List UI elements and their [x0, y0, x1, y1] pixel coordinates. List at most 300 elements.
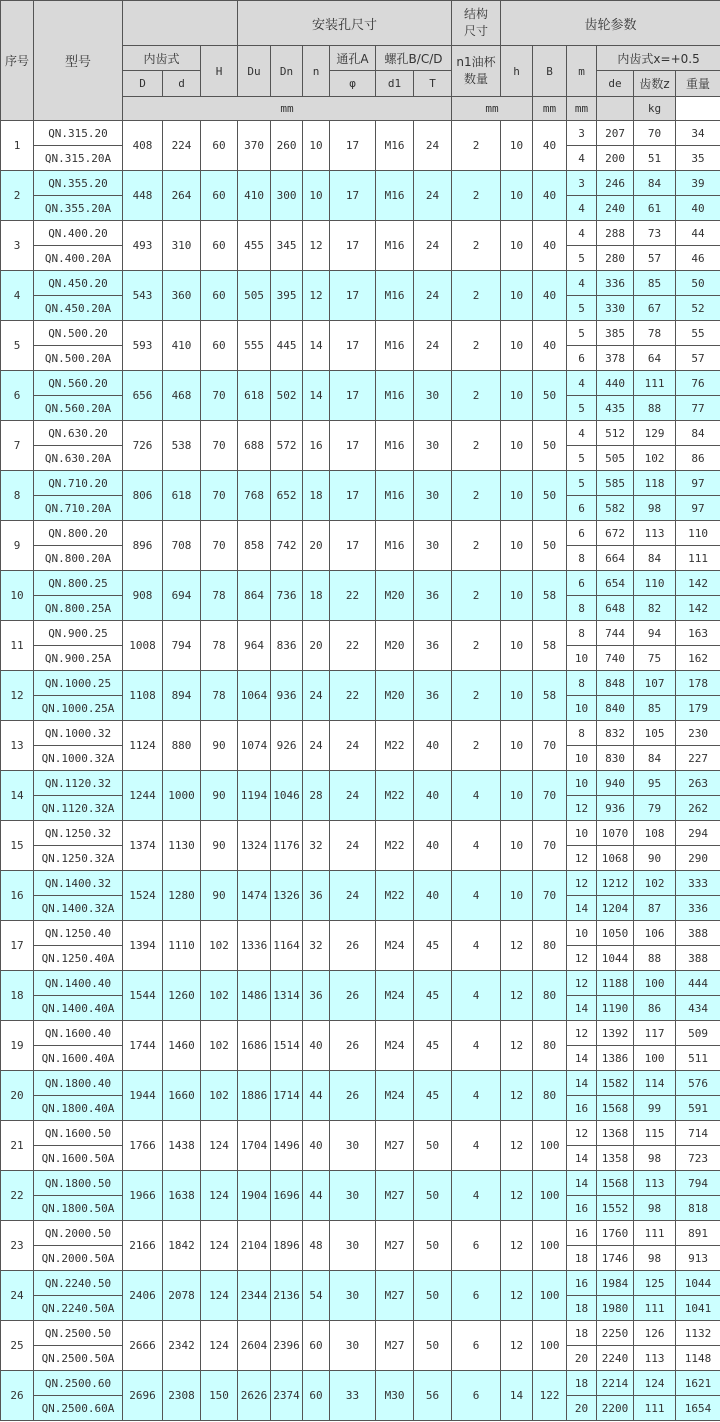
cell-seq: 3	[1, 221, 34, 271]
unit-mm-main: mm	[123, 97, 452, 121]
cell-model: QN.800.20	[34, 521, 123, 546]
cell-weight: 142	[676, 571, 720, 596]
cell-phi: 17	[330, 471, 376, 521]
cell-m: 20	[567, 1346, 597, 1371]
header-seq: 序号	[1, 1, 34, 121]
cell-model: QN.2500.60A	[34, 1396, 123, 1421]
cell-dn: 1514	[271, 1021, 303, 1071]
cell-n: 48	[303, 1221, 330, 1271]
cell-d: 1524	[123, 871, 163, 921]
cell-phi: 30	[330, 1321, 376, 1371]
cell-t: 45	[414, 1071, 452, 1121]
cell-d1: M16	[376, 521, 414, 571]
cell-weight: 290	[676, 846, 720, 871]
cell-b: 40	[533, 271, 567, 321]
cell-model: QN.1600.50	[34, 1121, 123, 1146]
cell-model: QN.1250.40A	[34, 946, 123, 971]
cell-weight: 1041	[676, 1296, 720, 1321]
cell-model: QN.400.20A	[34, 246, 123, 271]
cell-n1: 4	[452, 1171, 501, 1221]
cell-m: 14	[567, 1071, 597, 1096]
cell-teeth: 78	[634, 321, 676, 346]
header-model: 型号	[34, 1, 123, 121]
cell-h: 10	[501, 771, 533, 821]
cell-d: 593	[123, 321, 163, 371]
cell-h: 124	[201, 1121, 238, 1171]
cell-phi: 17	[330, 221, 376, 271]
cell-t: 30	[414, 371, 452, 421]
cell-du: 370	[238, 121, 271, 171]
cell-teeth: 107	[634, 671, 676, 696]
cell-d1: M22	[376, 721, 414, 771]
cell-t: 50	[414, 1121, 452, 1171]
cell-weight: 818	[676, 1196, 720, 1221]
cell-n: 24	[303, 721, 330, 771]
cell-teeth: 64	[634, 346, 676, 371]
cell-d: 1244	[123, 771, 163, 821]
cell-phi: 26	[330, 1071, 376, 1121]
cell-teeth: 88	[634, 396, 676, 421]
cell-weight: 336	[676, 896, 720, 921]
cell-model: QN.1000.25A	[34, 696, 123, 721]
cell-n: 16	[303, 421, 330, 471]
table-row	[1, 1071, 720, 1096]
cell-de: 240	[597, 196, 634, 221]
cell-t: 24	[414, 171, 452, 221]
cell-dn: 445	[271, 321, 303, 371]
cell-d: 360	[163, 271, 201, 321]
cell-b: 122	[533, 1371, 567, 1421]
cell-n: 54	[303, 1271, 330, 1321]
cell-de: 940	[597, 771, 634, 796]
cell-d: 1438	[163, 1121, 201, 1171]
cell-teeth: 85	[634, 271, 676, 296]
cell-model: QN.2500.50A	[34, 1346, 123, 1371]
cell-h: 10	[501, 121, 533, 171]
header-oil-cups: n1油杯 数量	[452, 46, 501, 97]
cell-n1: 2	[452, 421, 501, 471]
cell-weight: 444	[676, 971, 720, 996]
cell-teeth: 110	[634, 571, 676, 596]
cell-de: 1212	[597, 871, 634, 896]
table-body	[1, 121, 720, 1421]
cell-h: 150	[201, 1371, 238, 1421]
cell-n1: 6	[452, 1321, 501, 1371]
cell-b: 100	[533, 1221, 567, 1271]
cell-seq: 19	[1, 1021, 34, 1071]
cell-d1: M16	[376, 421, 414, 471]
cell-model: QN.1000.32	[34, 721, 123, 746]
cell-h: 12	[501, 1171, 533, 1221]
cell-b: 80	[533, 971, 567, 1021]
cell-model: QN.2240.50A	[34, 1296, 123, 1321]
cell-seq: 20	[1, 1071, 34, 1121]
cell-teeth: 98	[634, 496, 676, 521]
cell-teeth: 102	[634, 871, 676, 896]
cell-de: 440	[597, 371, 634, 396]
cell-weight: 163	[676, 621, 720, 646]
cell-seq: 21	[1, 1121, 34, 1171]
cell-model: QN.2000.50	[34, 1221, 123, 1246]
cell-m: 12	[567, 796, 597, 821]
cell-model: QN.315.20	[34, 121, 123, 146]
cell-t: 45	[414, 971, 452, 1021]
cell-m: 18	[567, 1296, 597, 1321]
cell-d1: M16	[376, 371, 414, 421]
cell-m: 8	[567, 596, 597, 621]
cell-n: 32	[303, 921, 330, 971]
cell-model: QN.1600.40A	[34, 1046, 123, 1071]
cell-b: 100	[533, 1271, 567, 1321]
cell-model: QN.2500.50	[34, 1321, 123, 1346]
cell-du: 964	[238, 621, 271, 671]
cell-teeth: 108	[634, 821, 676, 846]
cell-weight: 39	[676, 171, 720, 196]
cell-de: 648	[597, 596, 634, 621]
cell-de: 2200	[597, 1396, 634, 1421]
cell-dn: 736	[271, 571, 303, 621]
cell-d: 1260	[163, 971, 201, 1021]
cell-h: 78	[201, 621, 238, 671]
cell-de: 1190	[597, 996, 634, 1021]
cell-phi: 26	[330, 971, 376, 1021]
cell-phi: 17	[330, 421, 376, 471]
cell-model: QN.1000.32A	[34, 746, 123, 771]
cell-weight: 576	[676, 1071, 720, 1096]
cell-b: 100	[533, 1171, 567, 1221]
cell-dn: 502	[271, 371, 303, 421]
cell-d: 1766	[123, 1121, 163, 1171]
cell-n1: 2	[452, 671, 501, 721]
cell-teeth: 118	[634, 471, 676, 496]
cell-d1: M27	[376, 1271, 414, 1321]
cell-d1: M22	[376, 871, 414, 921]
cell-du: 1064	[238, 671, 271, 721]
header-d: d	[163, 71, 201, 97]
cell-weight: 110	[676, 521, 720, 546]
cell-t: 45	[414, 921, 452, 971]
cell-de: 848	[597, 671, 634, 696]
cell-phi: 26	[330, 1021, 376, 1071]
cell-model: QN.2000.50A	[34, 1246, 123, 1271]
cell-m: 10	[567, 746, 597, 771]
cell-h: 70	[201, 371, 238, 421]
cell-h: 70	[201, 421, 238, 471]
table-row	[1, 1171, 720, 1196]
cell-phi: 30	[330, 1221, 376, 1271]
cell-de: 1070	[597, 821, 634, 846]
cell-weight: 723	[676, 1146, 720, 1171]
cell-t: 45	[414, 1021, 452, 1071]
cell-model: QN.400.20	[34, 221, 123, 246]
table-row	[1, 1121, 720, 1146]
header-through-hole: 通孔A	[330, 46, 376, 71]
cell-dn: 1164	[271, 921, 303, 971]
cell-phi: 30	[330, 1171, 376, 1221]
cell-de: 1568	[597, 1171, 634, 1196]
cell-teeth: 98	[634, 1146, 676, 1171]
table-row	[1, 771, 720, 796]
cell-t: 36	[414, 571, 452, 621]
cell-model: QN.1400.40A	[34, 996, 123, 1021]
cell-du: 2344	[238, 1271, 271, 1321]
table-row	[1, 571, 720, 596]
cell-t: 24	[414, 271, 452, 321]
cell-weight: 44	[676, 221, 720, 246]
cell-n1: 4	[452, 971, 501, 1021]
cell-du: 768	[238, 471, 271, 521]
header-H: H	[201, 46, 238, 97]
cell-model: QN.560.20A	[34, 396, 123, 421]
cell-h: 14	[501, 1371, 533, 1421]
cell-du: 1074	[238, 721, 271, 771]
cell-weight: 388	[676, 946, 720, 971]
cell-dn: 2374	[271, 1371, 303, 1421]
unit-mm-m: mm	[533, 97, 567, 121]
cell-weight: 77	[676, 396, 720, 421]
cell-weight: 97	[676, 471, 720, 496]
cell-h: 10	[501, 521, 533, 571]
cell-d: 448	[123, 171, 163, 221]
cell-h: 12	[501, 1221, 533, 1271]
cell-h: 60	[201, 221, 238, 271]
cell-dn: 1496	[271, 1121, 303, 1171]
cell-weight: 40	[676, 196, 720, 221]
cell-weight: 97	[676, 496, 720, 521]
cell-weight: 111	[676, 546, 720, 571]
table-row	[1, 871, 720, 896]
cell-n1: 2	[452, 621, 501, 671]
cell-h: 124	[201, 1271, 238, 1321]
cell-weight: 230	[676, 721, 720, 746]
cell-de: 1204	[597, 896, 634, 921]
cell-weight: 434	[676, 996, 720, 1021]
cell-m: 4	[567, 196, 597, 221]
cell-d: 493	[123, 221, 163, 271]
cell-phi: 24	[330, 771, 376, 821]
cell-n1: 4	[452, 1071, 501, 1121]
cell-teeth: 57	[634, 246, 676, 271]
cell-b: 50	[533, 421, 567, 471]
table-row	[1, 921, 720, 946]
cell-m: 6	[567, 521, 597, 546]
cell-model: QN.800.25	[34, 571, 123, 596]
cell-h: 124	[201, 1221, 238, 1271]
cell-du: 2104	[238, 1221, 271, 1271]
cell-t: 50	[414, 1171, 452, 1221]
cell-teeth: 84	[634, 746, 676, 771]
cell-seq: 5	[1, 321, 34, 371]
header-weight: 重量	[676, 71, 720, 97]
cell-seq: 26	[1, 1371, 34, 1421]
cell-d: 708	[163, 521, 201, 571]
cell-teeth: 73	[634, 221, 676, 246]
cell-d: 1280	[163, 871, 201, 921]
cell-dn: 1176	[271, 821, 303, 871]
cell-model: QN.1800.40	[34, 1071, 123, 1096]
table-row	[1, 321, 720, 346]
cell-d1: M27	[376, 1321, 414, 1371]
cell-seq: 25	[1, 1321, 34, 1371]
cell-m: 4	[567, 271, 597, 296]
cell-teeth: 117	[634, 1021, 676, 1046]
cell-dn: 1896	[271, 1221, 303, 1271]
cell-n: 36	[303, 971, 330, 1021]
cell-m: 16	[567, 1271, 597, 1296]
unit-mm-struct: mm	[452, 97, 533, 121]
cell-n1: 4	[452, 1121, 501, 1171]
cell-h: 124	[201, 1321, 238, 1371]
cell-d: 2406	[123, 1271, 163, 1321]
cell-seq: 1	[1, 121, 34, 171]
cell-weight: 179	[676, 696, 720, 721]
cell-model: QN.900.25A	[34, 646, 123, 671]
table-row	[1, 671, 720, 696]
cell-h: 78	[201, 571, 238, 621]
cell-t: 36	[414, 621, 452, 671]
cell-weight: 913	[676, 1246, 720, 1271]
cell-h: 12	[501, 1321, 533, 1371]
cell-d: 894	[163, 671, 201, 721]
cell-weight: 262	[676, 796, 720, 821]
cell-de: 1552	[597, 1196, 634, 1221]
table-row	[1, 271, 720, 296]
header-Dn: Dn	[271, 46, 303, 97]
cell-b: 70	[533, 821, 567, 871]
cell-du: 864	[238, 571, 271, 621]
cell-n: 40	[303, 1021, 330, 1071]
header-gear: 齿轮参数	[501, 1, 720, 46]
cell-n: 10	[303, 171, 330, 221]
cell-teeth: 113	[634, 1171, 676, 1196]
cell-h: 10	[501, 221, 533, 271]
cell-model: QN.355.20	[34, 171, 123, 196]
cell-h: 90	[201, 721, 238, 771]
cell-model: QN.1600.50A	[34, 1146, 123, 1171]
cell-phi: 24	[330, 871, 376, 921]
header-bolt-hole: 螺孔B/C/D	[376, 46, 452, 71]
header-m: m	[567, 46, 597, 97]
cell-seq: 6	[1, 371, 34, 421]
cell-du: 1336	[238, 921, 271, 971]
cell-model: QN.500.20	[34, 321, 123, 346]
cell-de: 2214	[597, 1371, 634, 1396]
cell-n1: 4	[452, 771, 501, 821]
cell-model: QN.900.25	[34, 621, 123, 646]
cell-phi: 17	[330, 521, 376, 571]
cell-phi: 17	[330, 371, 376, 421]
cell-h: 70	[201, 471, 238, 521]
cell-teeth: 70	[634, 121, 676, 146]
cell-d: 1374	[123, 821, 163, 871]
cell-m: 8	[567, 621, 597, 646]
cell-n1: 2	[452, 171, 501, 221]
cell-m: 14	[567, 996, 597, 1021]
cell-m: 3	[567, 171, 597, 196]
cell-weight: 50	[676, 271, 720, 296]
cell-teeth: 111	[634, 371, 676, 396]
cell-de: 512	[597, 421, 634, 446]
cell-h: 102	[201, 1021, 238, 1071]
cell-model: QN.630.20A	[34, 446, 123, 471]
cell-t: 50	[414, 1321, 452, 1371]
cell-n: 20	[303, 621, 330, 671]
cell-n: 28	[303, 771, 330, 821]
cell-m: 5	[567, 471, 597, 496]
cell-de: 672	[597, 521, 634, 546]
cell-seq: 10	[1, 571, 34, 621]
table-row	[1, 1221, 720, 1246]
cell-d: 224	[163, 121, 201, 171]
cell-n1: 2	[452, 721, 501, 771]
cell-du: 2604	[238, 1321, 271, 1371]
table-row	[1, 821, 720, 846]
cell-m: 18	[567, 1321, 597, 1346]
cell-d1: M27	[376, 1171, 414, 1221]
cell-dn: 742	[271, 521, 303, 571]
cell-phi: 30	[330, 1121, 376, 1171]
cell-model: QN.1120.32	[34, 771, 123, 796]
cell-model: QN.1400.32	[34, 871, 123, 896]
table-row	[1, 221, 720, 246]
cell-d: 1842	[163, 1221, 201, 1271]
cell-n1: 2	[452, 521, 501, 571]
cell-b: 50	[533, 521, 567, 571]
cell-weight: 1621	[676, 1371, 720, 1396]
cell-de: 1984	[597, 1271, 634, 1296]
cell-h: 60	[201, 271, 238, 321]
cell-d1: M22	[376, 821, 414, 871]
cell-teeth: 51	[634, 146, 676, 171]
cell-teeth: 99	[634, 1096, 676, 1121]
cell-m: 4	[567, 421, 597, 446]
cell-d1: M24	[376, 921, 414, 971]
cell-teeth: 84	[634, 171, 676, 196]
cell-de: 330	[597, 296, 634, 321]
table-row	[1, 471, 720, 496]
cell-t: 40	[414, 871, 452, 921]
cell-m: 10	[567, 771, 597, 796]
cell-n1: 6	[452, 1371, 501, 1421]
cell-d1: M16	[376, 121, 414, 171]
cell-weight: 46	[676, 246, 720, 271]
cell-seq: 11	[1, 621, 34, 671]
table-row	[1, 421, 720, 446]
table-row	[1, 1321, 720, 1346]
cell-dn: 1314	[271, 971, 303, 1021]
cell-dn: 260	[271, 121, 303, 171]
cell-m: 6	[567, 346, 597, 371]
cell-d: 1000	[163, 771, 201, 821]
header-blank	[123, 1, 238, 46]
cell-weight: 86	[676, 446, 720, 471]
cell-t: 36	[414, 671, 452, 721]
cell-b: 50	[533, 371, 567, 421]
cell-weight: 162	[676, 646, 720, 671]
cell-h: 10	[501, 171, 533, 221]
cell-m: 16	[567, 1096, 597, 1121]
cell-phi: 24	[330, 821, 376, 871]
cell-m: 8	[567, 721, 597, 746]
cell-h: 10	[501, 671, 533, 721]
cell-d1: M20	[376, 621, 414, 671]
cell-b: 40	[533, 321, 567, 371]
cell-d: 1110	[163, 921, 201, 971]
cell-model: QN.355.20A	[34, 196, 123, 221]
cell-b: 40	[533, 121, 567, 171]
cell-t: 24	[414, 221, 452, 271]
header-h: h	[501, 46, 533, 97]
